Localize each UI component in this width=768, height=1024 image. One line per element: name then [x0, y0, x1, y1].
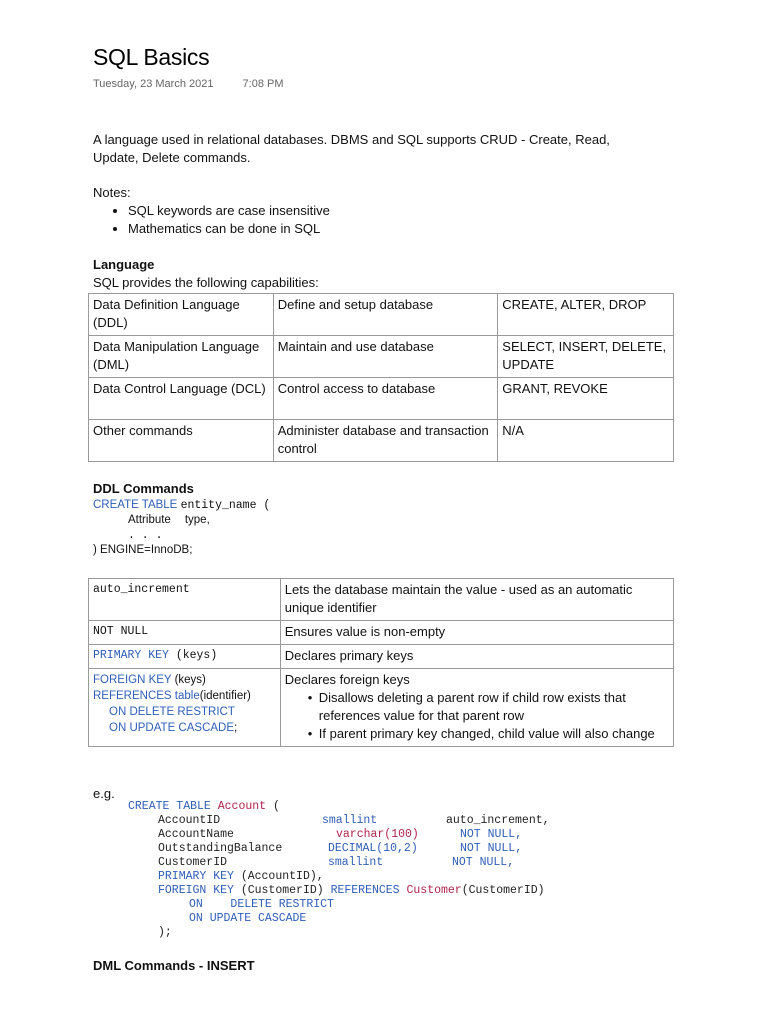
example-col-name: AccountName: [158, 828, 234, 841]
example-open: (: [272, 800, 280, 813]
language-name: Other commands: [89, 420, 274, 462]
example-create-keyword: CREATE TABLE: [128, 800, 211, 813]
page-date: Tuesday, 23 March 2021: [93, 78, 214, 90]
ddl-attribute: Attribute: [128, 514, 171, 526]
example-col-type: DECIMAL(10,2): [328, 842, 418, 855]
references-identifier: (identifier): [199, 690, 251, 702]
table-row: [89, 420, 674, 462]
constraint-desc: Declares primary keys: [280, 645, 673, 669]
dml-heading: DML Commands - INSERT: [93, 958, 255, 973]
example-col-type: varchar(100): [336, 828, 419, 841]
example-ref-rest: (CustomerID): [461, 884, 545, 897]
language-commands: CREATE, ALTER, DROP: [498, 294, 674, 336]
references-keyword: REFERENCES: [93, 690, 172, 702]
ddl-syntax: [93, 498, 270, 558]
example-fk-keyword: FOREIGN KEY: [158, 884, 234, 897]
language-commands: N/A: [498, 420, 674, 462]
ddl-create-keyword: CREATE TABLE: [93, 499, 178, 511]
table-row: [89, 645, 674, 669]
notes-heading: Notes:: [93, 185, 131, 200]
table-row: [89, 294, 674, 336]
example-col-extra: NOT NULL,: [452, 856, 515, 869]
ddl-type: type,: [184, 514, 210, 526]
table-row: [89, 621, 674, 645]
constraints-table: [88, 578, 674, 747]
example-col-type: smallint: [322, 814, 378, 827]
table-row: [89, 336, 674, 378]
language-name: Data Manipulation Language (DML): [89, 336, 274, 378]
example-ref-table: Customer: [406, 884, 462, 897]
foreign-key-bullets: [285, 689, 669, 743]
intro-paragraph: [93, 131, 610, 167]
example-on-delete: DELETE RESTRICT: [230, 898, 334, 911]
example-ref-keyword: REFERENCES: [330, 884, 400, 897]
page-title: SQL Basics: [93, 44, 210, 70]
ddl-engine: ) ENGINE=InnoDB;: [93, 544, 193, 556]
language-purpose: Administer database and transaction control: [273, 420, 498, 462]
example-col-name: OutstandingBalance: [158, 842, 283, 855]
language-table: [88, 293, 674, 462]
intro-line-1: A language used in relational databases. DBMS and SQL supports CRUD - Create, Read,: [93, 132, 610, 147]
language-purpose: Control access to database: [273, 378, 498, 420]
foreign-key-keyword: FOREIGN KEY: [93, 674, 172, 686]
on-update-cascade: ON UPDATE CASCADE: [109, 722, 235, 734]
constraint-term: [89, 669, 281, 747]
references-table: table: [171, 690, 200, 702]
primary-key-rest: (keys): [168, 649, 218, 662]
example-on-keyword: ON: [189, 898, 203, 911]
example-close: );: [158, 926, 172, 939]
page-meta: [93, 78, 284, 90]
foreign-key-desc: Declares foreign keys: [284, 672, 410, 687]
foreign-key-bullet: • If parent primary key changed, child value will also change: [319, 725, 669, 743]
example-fk-mid: (CustomerID): [240, 884, 324, 897]
example-col-name: AccountID: [158, 814, 221, 827]
example-pk-keyword: PRIMARY KEY: [158, 870, 234, 883]
constraint-desc: [280, 669, 673, 747]
language-subheading: SQL provides the following capabilities:: [93, 275, 319, 290]
foreign-key-keys: (keys): [171, 674, 206, 686]
language-purpose: Define and setup database: [273, 294, 498, 336]
example-pk-rest: (AccountID),: [240, 870, 324, 883]
example-code: [93, 800, 550, 940]
table-row: [89, 579, 674, 621]
language-name: Data Definition Language (DDL): [89, 294, 274, 336]
language-name: Data Control Language (DCL): [89, 378, 274, 420]
ddl-dots: . . .: [128, 529, 163, 542]
notes-item: • Mathematics can be done in SQL: [128, 220, 330, 238]
language-commands: GRANT, REVOKE: [498, 378, 674, 420]
constraint-desc: Ensures value is non-empty: [280, 621, 673, 645]
language-purpose: Maintain and use database: [273, 336, 498, 378]
example-col-type: smallint: [328, 856, 384, 869]
example-col-name: CustomerID: [158, 856, 228, 869]
notes-list: [93, 202, 330, 238]
table-row: [89, 378, 674, 420]
foreign-key-bullet: • Disallows deleting a parent row if child row exists that references value for that parent row: [319, 689, 669, 725]
language-commands: SELECT, INSERT, DELETE, UPDATE: [498, 336, 674, 378]
table-row: [89, 669, 674, 747]
example-col-extra: NOT NULL,: [460, 828, 523, 841]
ddl-entity: entity_name (: [180, 499, 271, 512]
example-label: e.g.: [93, 786, 115, 801]
example-on-update: ON UPDATE CASCADE: [189, 912, 307, 925]
notes-item: • SQL keywords are case insensitive: [128, 202, 330, 220]
constraint-term: NOT NULL: [89, 621, 281, 645]
constraint-term: [89, 645, 281, 669]
constraint-term: auto_increment: [89, 579, 281, 621]
page-time: 7:08 PM: [242, 78, 284, 90]
on-update-end: ;: [234, 722, 238, 734]
example-col-extra: auto_increment,: [446, 814, 550, 827]
example-table-name: Account: [217, 800, 267, 813]
on-delete-restrict: ON DELETE RESTRICT: [109, 706, 235, 718]
example-col-extra: NOT NULL,: [460, 842, 523, 855]
constraint-desc: Lets the database maintain the value - used as an automatic unique identifier: [280, 579, 673, 621]
language-heading: Language: [93, 257, 155, 272]
primary-key-keyword: PRIMARY KEY: [93, 649, 169, 662]
ddl-heading: DDL Commands: [93, 481, 194, 496]
intro-line-2: Update, Delete commands.: [93, 150, 251, 165]
